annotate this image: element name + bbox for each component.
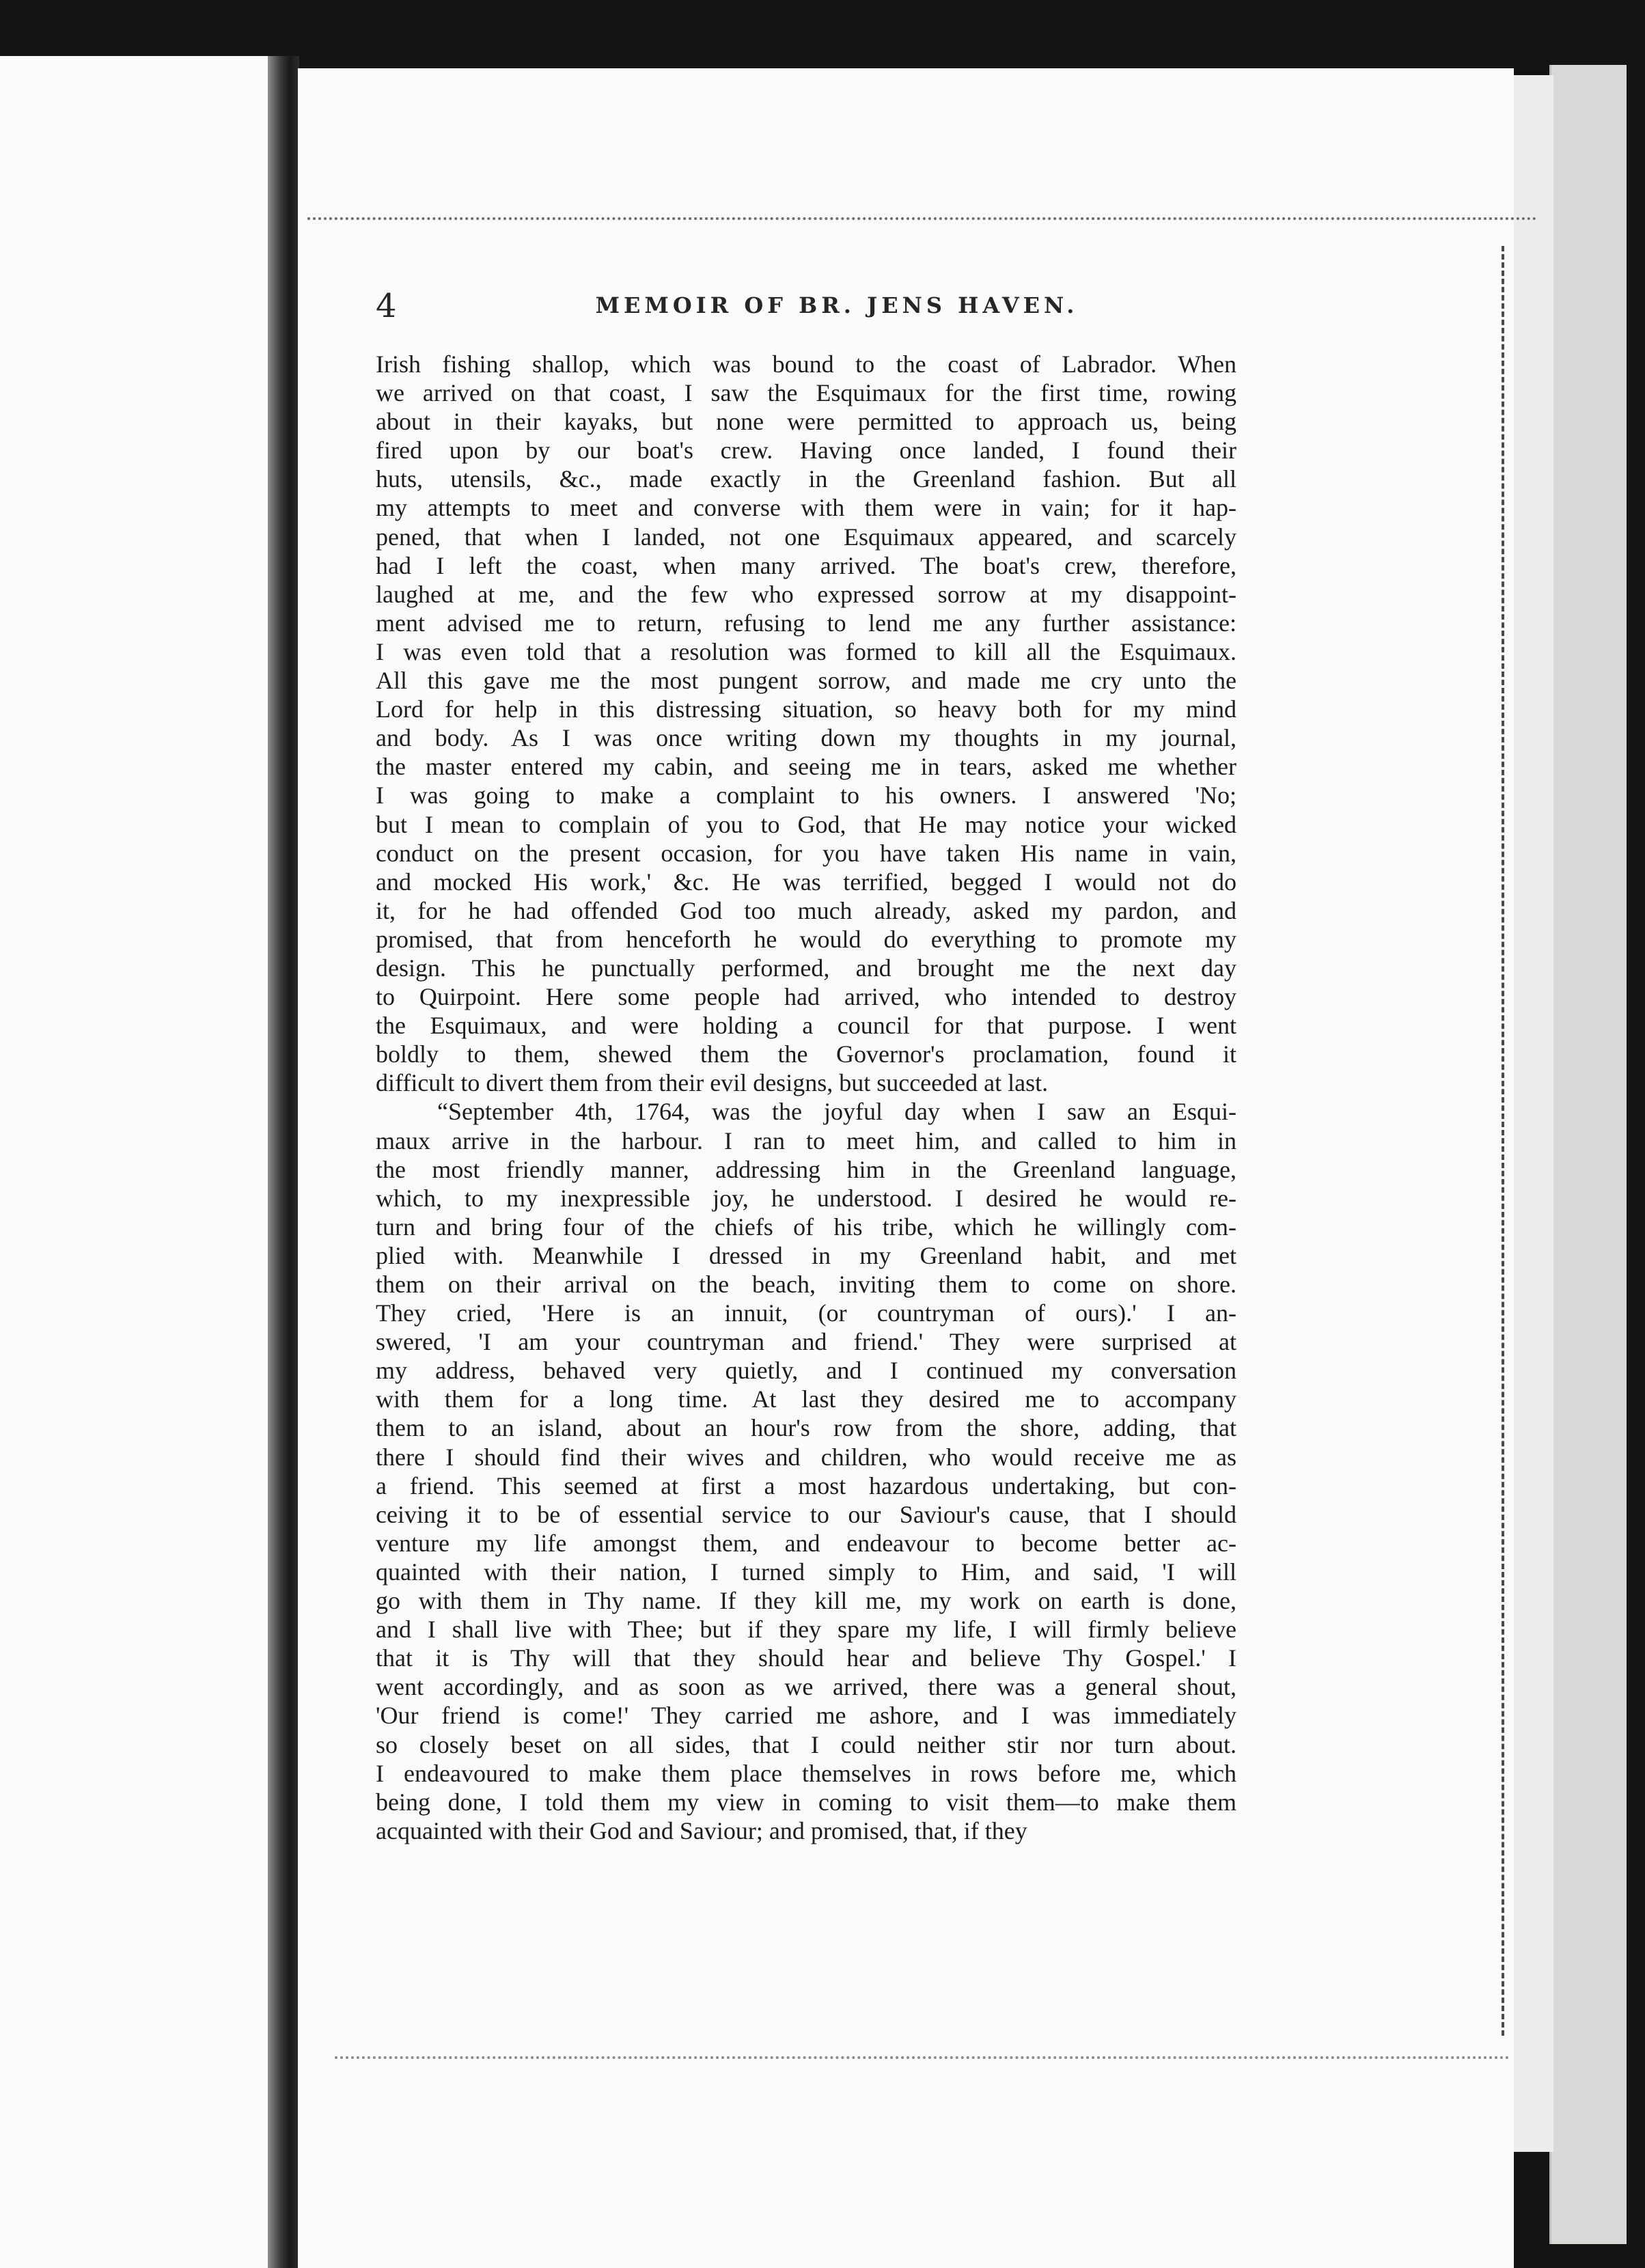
text-line: pened, that when I landed, not one Esquimaux appeared, and scarcely xyxy=(376,523,1236,551)
text-line: to Quirpoint. Here some people had arrived, who intended to destroy xyxy=(376,983,1236,1011)
text-line: I was even told that a resolution was formed to kill all the Esquimaux. xyxy=(376,637,1236,665)
text-line: my attempts to meet and converse with them were in vain; for it hap- xyxy=(376,494,1236,522)
text-line: turn and bring four of the chiefs of his tribe, which he willingly com- xyxy=(376,1213,1236,1241)
text-line: conduct on the present occasion, for you have taken His name in vain, xyxy=(376,839,1236,867)
text-line: my address, behaved very quietly, and I continued my conversation xyxy=(376,1357,1236,1385)
text-line: had I left the coast, when many arrived. The boat's crew, therefore, xyxy=(376,551,1236,579)
top-rule xyxy=(307,217,1537,220)
text-line: acquainted with their God and Saviour; and promised, that, if they xyxy=(376,1816,1027,1844)
text-line: huts, utensils, &c., made exactly in the Greenland fashion. But all xyxy=(376,465,1236,493)
text-line: go with them in Thy name. If they kill me, my work on earth is done, xyxy=(376,1587,1236,1615)
text-line: I was going to make a complaint to his owners. I answered 'No; xyxy=(376,782,1236,810)
text-line: All this gave me the most pungent sorrow, and made me cry unto the xyxy=(376,667,1236,695)
text-line: which, to my inexpressible joy, he understood. I desired he would re- xyxy=(376,1184,1236,1212)
text-line: maux arrive in the harbour. I ran to meet him, and called to him in xyxy=(376,1126,1236,1154)
text-line: them on their arrival on the beach, inviting them to come on shore. xyxy=(376,1271,1236,1298)
text-line: the master entered my cabin, and seeing me in tears, asked me whether xyxy=(376,753,1236,781)
text-line: ment advised me to return, refusing to lend me any further assistance: xyxy=(376,609,1236,637)
text-line: “September 4th, 1764, was the joyful day when I saw an Esqui- xyxy=(437,1098,1236,1126)
text-line: being done, I told them my view in coming to visit them—to make them xyxy=(376,1788,1236,1816)
text-line: a friend. This seemed at first a most hazardous undertaking, but con- xyxy=(376,1471,1236,1499)
text-line: quainted with their nation, I turned simply to Him, and said, 'I will xyxy=(376,1558,1236,1586)
text-line: the Esquimaux, and were holding a council for that purpose. I went xyxy=(376,1012,1236,1040)
running-head xyxy=(376,286,1236,329)
text-line: Lord for help in this distressing situation, so heavy both for my mind xyxy=(376,695,1236,723)
page-number: 4 xyxy=(376,287,397,325)
text-line: there I should find their wives and children, who would receive me as xyxy=(376,1443,1236,1471)
page-edge-inner xyxy=(1511,75,1553,2152)
text-line: laughed at me, and the few who expressed sorrow at my disappoint- xyxy=(376,580,1236,608)
text-line: boldly to them, shewed them the Governor's proclamation, found it xyxy=(376,1040,1236,1068)
text-line: so closely beset on all sides, that I could neither stir nor turn about. xyxy=(376,1730,1236,1758)
text-line: and I shall live with Thee; but if they spare my life, I will firmly believe xyxy=(376,1616,1236,1644)
body-text xyxy=(376,350,1236,1845)
text-line: difficult to divert them from their evil designs, but succeeded at last. xyxy=(376,1069,1049,1097)
text-line: and mocked His work,' &c. He was terrified, begged I would not do xyxy=(376,868,1236,896)
page-edge-outer xyxy=(1549,65,1627,2244)
text-line: ceiving it to be of essential service to our Saviour's cause, that I should xyxy=(376,1500,1236,1528)
text-line: but I mean to complain of you to God, that He may notice your wicked xyxy=(376,810,1236,838)
text-line: the most friendly manner, addressing him in the Greenland language, xyxy=(376,1155,1236,1183)
bottom-rule xyxy=(335,2056,1510,2059)
text-line: fired upon by our boat's crew. Having once landed, I found their xyxy=(376,437,1236,465)
running-title: MEMOIR OF BR. JENS HAVEN. xyxy=(595,292,1079,318)
text-line: with them for a long time. At last they desired me to accompany xyxy=(376,1385,1236,1413)
facing-page-blank xyxy=(0,56,268,2268)
text-line: we arrived on that coast, I saw the Esquimaux for the first time, rowing xyxy=(376,379,1236,407)
text-line: Irish fishing shallop, which was bound to the coast of Labrador. When xyxy=(376,350,1236,378)
text-line: promised, that from henceforth he would do everything to promote my xyxy=(376,925,1236,953)
text-line: them to an island, about an hour's row from the shore, adding, that xyxy=(376,1414,1236,1442)
text-line: They cried, 'Here is an innuit, (or countryman of ours).' I an- xyxy=(376,1299,1236,1327)
text-line: and body. As I was once writing down my thoughts in my journal, xyxy=(376,724,1236,752)
text-line: plied with. Meanwhile I dressed in my Greenland habit, and met xyxy=(376,1241,1236,1269)
text-line: design. This he punctually performed, and brought me the next day xyxy=(376,954,1236,982)
gutter-shadow xyxy=(268,56,299,2268)
text-line: 'Our friend is come!' They carried me ashore, and I was immediately xyxy=(376,1702,1236,1730)
text-line: I endeavoured to make them place themselves in rows before me, which xyxy=(376,1759,1236,1787)
text-line: swered, 'I am your countryman and friend.' They were surprised at xyxy=(376,1328,1236,1356)
text-line: went accordingly, and as soon as we arrived, there was a general shout, xyxy=(376,1673,1236,1701)
right-frame-line xyxy=(1502,246,1504,2036)
text-line: it, for he had offended God too much already, asked my pardon, and xyxy=(376,896,1236,924)
text-line: about in their kayaks, but none were permitted to approach us, being xyxy=(376,408,1236,436)
text-line: that it is Thy will that they should hear and believe Thy Gospel.' I xyxy=(376,1644,1236,1672)
text-line: venture my life amongst them, and endeavour to become better ac- xyxy=(376,1529,1236,1557)
